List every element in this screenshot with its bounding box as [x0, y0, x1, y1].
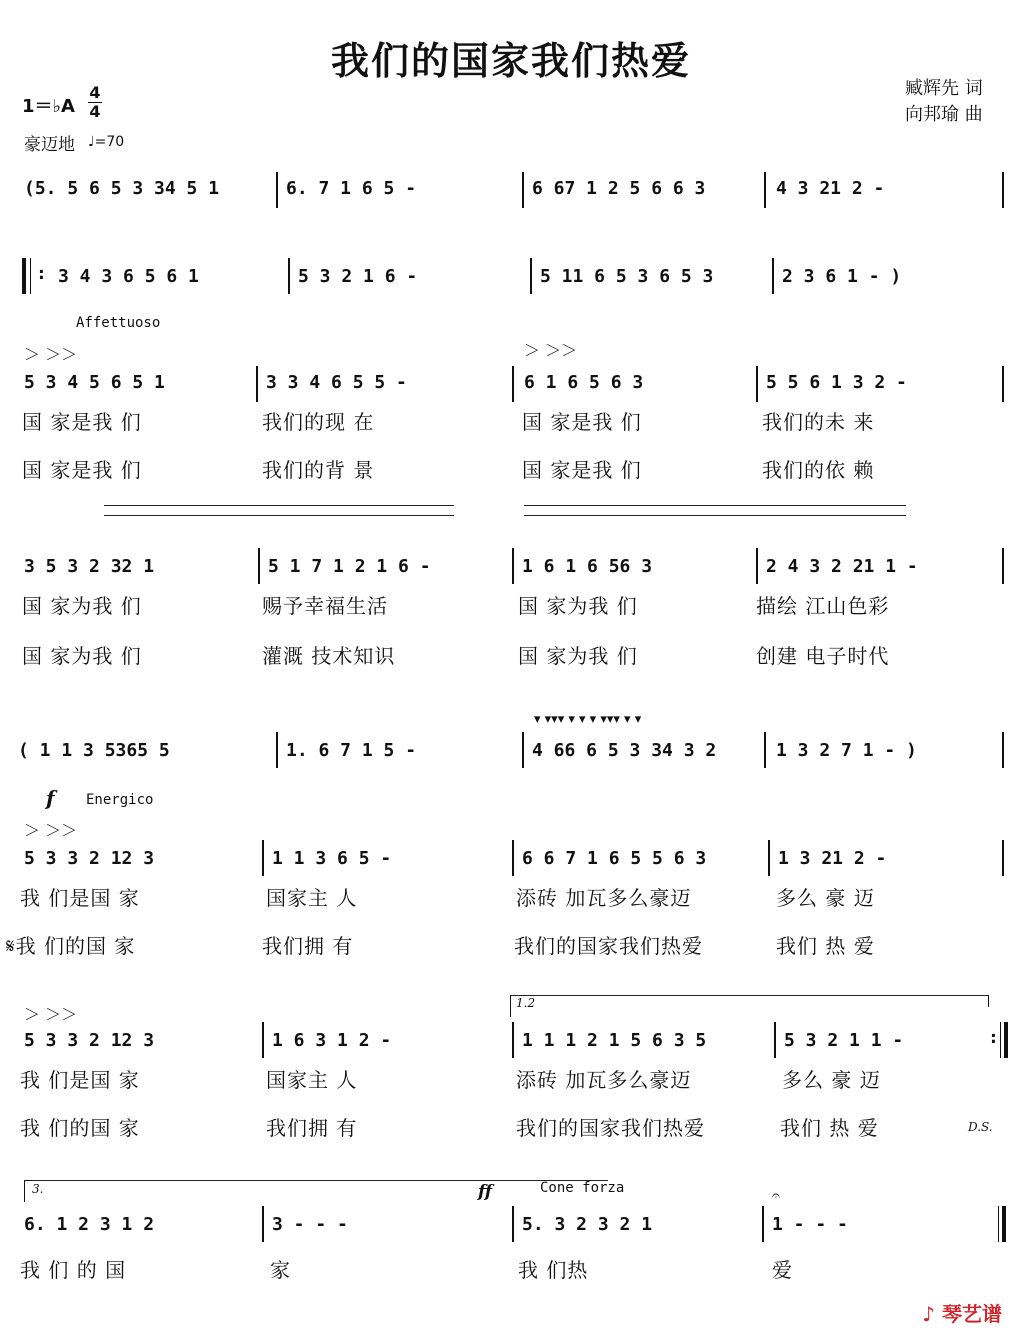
- barline: [1002, 172, 1004, 208]
- lyric-row8-m1: 我 们 的 国: [20, 1258, 127, 1282]
- barline: [522, 172, 524, 208]
- row8-measure1: 6. 1 2 3 1 2: [24, 1214, 155, 1235]
- barline: [276, 732, 278, 768]
- volta-bracket-edge: [988, 995, 989, 1007]
- dynamic-ff: ff: [478, 1182, 493, 1202]
- row1-measure3: 6 67 1 2 5 6 6 3: [532, 178, 706, 199]
- barline: [530, 258, 532, 294]
- barline: [512, 1206, 514, 1242]
- repeat-start-thin-line: [30, 258, 31, 294]
- row6-measure3: 6 6 7 1 6 5 5 6 3: [522, 848, 707, 869]
- barline: [512, 548, 514, 584]
- accent-marks: ＞ ＞＞: [24, 345, 78, 364]
- lyric-row3-v2-m3: 国 家是我 们: [522, 458, 642, 482]
- time-signature: [88, 84, 102, 121]
- barline: [764, 732, 766, 768]
- lyric-row6-v1-m3: 添砖 加瓦多么豪迈: [516, 886, 692, 910]
- lyric-row3-v2-m1: 国 家是我 们: [22, 458, 142, 482]
- staccato-marks: ▾ ▾▾▾ ▾ ▾ ▾ ▾▾▾ ▾ ▾: [534, 712, 642, 727]
- lyric-row3-v1-m2: 我们的现 在: [262, 410, 375, 434]
- dal-segno-mark: D.S.: [968, 1120, 993, 1134]
- barline: [512, 840, 514, 876]
- barline: [258, 548, 260, 584]
- lyric-row7-v1-m4: 多么 豪 迈: [782, 1068, 881, 1092]
- barline: [762, 1206, 764, 1242]
- barline: [756, 366, 758, 402]
- barline: [774, 1022, 776, 1058]
- row1-measure2: 6. 7 1 6 5 -: [286, 178, 417, 199]
- watermark-logo: [922, 1298, 1002, 1327]
- barline: [256, 366, 258, 402]
- row2-measure1: 3 4 3 6 5 6 1: [58, 266, 199, 287]
- barline: [288, 258, 290, 294]
- row2-measure2: 5 3 2 1 6 -: [298, 266, 418, 287]
- row6-measure4: 1 3 21 2 -: [778, 848, 887, 869]
- hairpin-line: [104, 505, 454, 506]
- tempo-marking: 豪迈地: [24, 135, 75, 155]
- expression-energico: Energico: [86, 792, 154, 808]
- lyric-row7-v2-m1: 我 们的国 家: [20, 1116, 140, 1140]
- barline: [764, 172, 766, 208]
- lyric-row4-v1-m1: 国 家为我 们: [22, 594, 142, 618]
- row5-measure2: 1. 6 7 1 5 -: [286, 740, 417, 761]
- row3-measure3: 6 1 6 5 6 3: [524, 372, 644, 393]
- lyric-row7-v2-m3: 我们的国家我们热爱: [516, 1116, 705, 1140]
- lyric-row7-v2-m4: 我们 热 爱: [780, 1116, 879, 1140]
- barline: [772, 258, 774, 294]
- time-sig-top: 4: [89, 83, 101, 102]
- lyric-row4-v2-m4: 创建 电子时代: [756, 644, 890, 668]
- accent-marks: ＞ ＞＞: [524, 341, 578, 360]
- lyric-row6-v2-m2: 我们拥 有: [262, 934, 354, 958]
- lyric-row7-v1-m1: 我 们是国 家: [20, 1068, 140, 1092]
- hairpin-line: [524, 505, 906, 506]
- row8-measure4: 1 - - -: [772, 1214, 848, 1235]
- row6-measure2: 1 1 3 6 5 -: [272, 848, 392, 869]
- final-barline: [1002, 1206, 1006, 1242]
- fermata-icon: 𝄐: [772, 1188, 780, 1204]
- row5-measure3: 4 66 6 5 3 34 3 2: [532, 740, 717, 761]
- lyric-row3-v1-m4: 我们的未 来: [762, 410, 875, 434]
- row7-measure4: 5 3 2 1 1 -: [784, 1030, 904, 1051]
- row3-measure2: 3 3 4 6 5 5 -: [266, 372, 407, 393]
- row6-measure1: 5 3 3 2 12 3: [24, 848, 155, 869]
- repeat-dots: :: [36, 263, 47, 284]
- logo-icon: ♪: [922, 1302, 936, 1326]
- lyric-row4-v2-m3: 国 家为我 们: [518, 644, 638, 668]
- lyric-row4-v2-m2: 灌溉 技术知识: [262, 644, 396, 668]
- barline: [522, 732, 524, 768]
- barline: [1002, 366, 1004, 402]
- volta-bracket-edge: [510, 995, 511, 1017]
- lyric-row6-v1-m4: 多么 豪 迈: [776, 886, 875, 910]
- row5-measure4: 1 3 2 7 1 - ): [776, 740, 917, 761]
- repeat-end-barline: [1004, 1022, 1008, 1058]
- song-title: 我们的国家我们热爱: [330, 38, 691, 83]
- barline: [1002, 732, 1004, 768]
- barline: [512, 1022, 514, 1058]
- row8-measure3: 5. 3 2 3 2 1: [522, 1214, 653, 1235]
- lyric-row8-m3: 我 们热: [518, 1258, 589, 1282]
- lyric-row6-v2-m4: 我们 热 爱: [776, 934, 875, 958]
- lyric-row8-m4: 爱: [772, 1258, 793, 1282]
- lyric-row6-v1-m1: 我 们是国 家: [20, 886, 140, 910]
- row4-measure3: 1 6 1 6 56 3: [522, 556, 653, 577]
- watermark-text: 琴艺谱: [942, 1302, 1002, 1326]
- row7-measure2: 1 6 3 1 2 -: [272, 1030, 392, 1051]
- row5-measure1: ( 1 1 3 5365 5: [18, 740, 170, 761]
- composer-credit: 向邦瑜 曲: [905, 104, 983, 125]
- row2-measure3: 5 11 6 5 3 6 5 3: [540, 266, 714, 287]
- key-signature: 1＝♭A: [22, 96, 75, 117]
- lyric-row7-v1-m2: 国家主 人: [266, 1068, 358, 1092]
- row2-measure4: 2 3 6 1 - ): [782, 266, 902, 287]
- row4-measure4: 2 4 3 2 21 1 -: [766, 556, 918, 577]
- barline: [262, 1022, 264, 1058]
- lyric-row3-v1-m1: 国 家是我 们: [22, 410, 142, 434]
- lyricist-credit: 臧辉先 词: [905, 78, 983, 99]
- volta-bracket-edge: [24, 1180, 25, 1202]
- lyric-row3-v1-m3: 国 家是我 们: [522, 410, 642, 434]
- volta-label-3: 3.: [32, 1182, 44, 1196]
- row4-measure1: 3 5 3 2 32 1: [24, 556, 155, 577]
- lyric-row8-m2: 家: [270, 1258, 291, 1282]
- dynamic-f: f: [46, 786, 55, 810]
- volta-label-1-2: 1.2: [516, 996, 536, 1010]
- lyric-row6-v2-m3: 我们的国家我们热爱: [514, 934, 703, 958]
- volta-bracket-1-2: [510, 995, 988, 996]
- barline: [276, 172, 278, 208]
- row4-measure2: 5 1 7 1 2 1 6 -: [268, 556, 431, 577]
- lyric-row4-v1-m3: 国 家为我 们: [518, 594, 638, 618]
- row3-measure4: 5 5 6 1 3 2 -: [766, 372, 907, 393]
- barline: [512, 366, 514, 402]
- repeat-end-dots: :: [988, 1027, 999, 1048]
- metronome-mark: ♩=70: [88, 134, 125, 150]
- barline: [756, 548, 758, 584]
- volta-bracket-3: [24, 1180, 608, 1181]
- lyric-row6-v1-m2: 国家主 人: [266, 886, 358, 910]
- lyric-row6-v2-m1: 𝄋我 们的国 家: [6, 934, 136, 958]
- hairpin-line: [104, 515, 454, 516]
- hairpin-line: [524, 515, 906, 516]
- repeat-start-barline: [22, 258, 26, 294]
- time-sig-bottom: 4: [89, 102, 101, 121]
- lyric-row4-v1-m2: 赐予幸福生活: [262, 594, 388, 618]
- expression-cone-forza: Cone forza: [540, 1180, 625, 1196]
- lyric-row4-v2-m1: 国 家为我 们: [22, 644, 142, 668]
- barline: [1002, 548, 1004, 584]
- barline: [262, 1206, 264, 1242]
- repeat-end-thin-line: [1000, 1022, 1001, 1058]
- barline: [768, 840, 770, 876]
- lyric-row3-v2-m4: 我们的依 赖: [762, 458, 875, 482]
- row8-measure2: 3 - - -: [272, 1214, 348, 1235]
- barline: [1002, 840, 1004, 876]
- lyric-row3-v2-m2: 我们的背 景: [262, 458, 375, 482]
- expression-affettuoso: Affettuoso: [76, 315, 161, 331]
- accent-marks: ＞ ＞＞: [24, 1005, 78, 1024]
- barline: [262, 840, 264, 876]
- final-thin-line: [998, 1206, 999, 1242]
- row7-measure1: 5 3 3 2 12 3: [24, 1030, 155, 1051]
- row7-measure3: 1 1 1 2 1 5 6 3 5: [522, 1030, 707, 1051]
- row3-measure1: 5 3 4 5 6 5 1: [24, 372, 165, 393]
- lyric-row7-v1-m3: 添砖 加瓦多么豪迈: [516, 1068, 692, 1092]
- accent-marks: ＞ ＞＞: [24, 821, 78, 840]
- lyric-row4-v1-m4: 描绘 江山色彩: [756, 594, 890, 618]
- row1-measure4: 4 3 21 2 -: [776, 178, 885, 199]
- row1-measure1: (5. 5 6 5 3 34 5 1: [24, 178, 220, 199]
- lyric-row7-v2-m2: 我们拥 有: [266, 1116, 358, 1140]
